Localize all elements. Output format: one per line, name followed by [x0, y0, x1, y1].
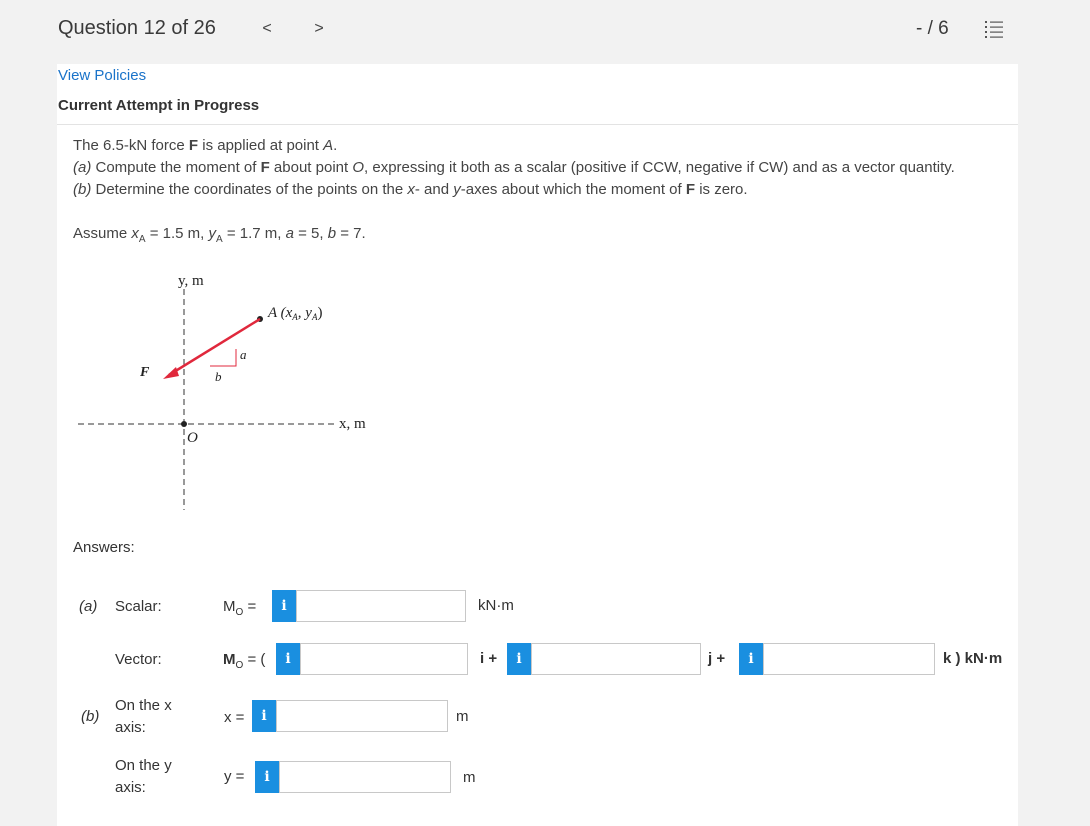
vector-j-input[interactable] — [531, 643, 701, 675]
problem-line-2: (a) Compute the moment of F about point O, expressing it both as a scalar (positive if CCW, negative if CW) and as a vector quantity. — [73, 159, 955, 176]
part-b-label: (b) — [81, 708, 100, 725]
answers-heading: Answers: — [73, 539, 135, 556]
vector-k-input[interactable] — [763, 643, 935, 675]
mo-vector-label: $M_O$ = ( — [223, 651, 266, 671]
j-unit: j + — [708, 650, 726, 667]
list-icon[interactable] — [985, 20, 1003, 40]
force-label: F — [140, 365, 150, 380]
y-axis-point-input[interactable] — [279, 761, 451, 793]
problem-line-3: (b) Determine the coordinates of the points on the x- and y-axes about which the moment of F is zero. — [73, 181, 748, 198]
info-icon[interactable]: i — [276, 643, 300, 675]
y-axis-label: y, m — [178, 273, 204, 289]
x-axis-answer-label: On the x axis: — [115, 697, 172, 736]
y-unit: m — [463, 769, 476, 786]
slope-triangle — [210, 349, 236, 366]
force-arrowhead — [163, 367, 179, 379]
info-icon[interactable]: i — [739, 643, 763, 675]
part-a-label: (a) — [79, 598, 98, 615]
scalar-unit: kN·m — [478, 597, 514, 614]
origin-label: O — [187, 430, 198, 446]
problem-figure — [75, 265, 375, 520]
y-axis-answer-label: On the y axis: — [115, 757, 172, 796]
y-eq-label: y = — [224, 768, 245, 785]
slope-b-label: b — [215, 369, 222, 384]
k-unit: k ) kN·m — [943, 650, 1003, 667]
i-unit: i + — [480, 650, 498, 667]
divider — [57, 124, 1018, 125]
info-icon[interactable]: i — [255, 761, 279, 793]
view-policies-link[interactable]: View Policies — [58, 67, 147, 84]
info-icon[interactable]: i — [272, 590, 296, 622]
attempt-status: Current Attempt in Progress — [58, 97, 260, 114]
question-title: Question 12 of 26 — [58, 17, 216, 39]
x-unit: m — [456, 708, 469, 725]
x-axis-point-input[interactable] — [276, 700, 448, 732]
scalar-label: Scalar: — [115, 598, 162, 615]
score-display: - / 6 — [916, 18, 949, 39]
x-axis-label: x, m — [339, 416, 366, 432]
point-a-label: A ($x_A$, $y_A$) — [268, 305, 323, 322]
chevron-left-icon[interactable]: < — [262, 20, 272, 37]
slope-a-label: a — [240, 347, 247, 362]
x-eq-label: x = — [224, 709, 245, 726]
scalar-moment-input[interactable] — [296, 590, 466, 622]
assumptions: Assume $x_A = 1.5$ m, $y_A = 1.7$ m, a = 5, b = 7. — [73, 225, 366, 245]
vector-label: Vector: — [115, 651, 162, 668]
info-icon[interactable]: i — [507, 643, 531, 675]
vector-i-input[interactable] — [300, 643, 468, 675]
mo-scalar-label: $M_O$ = — [223, 598, 257, 618]
origin-point — [181, 421, 187, 427]
problem-line-1: The 6.5-kN force F is applied at point A. — [73, 137, 338, 154]
chevron-right-icon[interactable]: > — [314, 20, 324, 37]
top-bar — [0, 0, 1090, 60]
info-icon[interactable]: i — [252, 700, 276, 732]
